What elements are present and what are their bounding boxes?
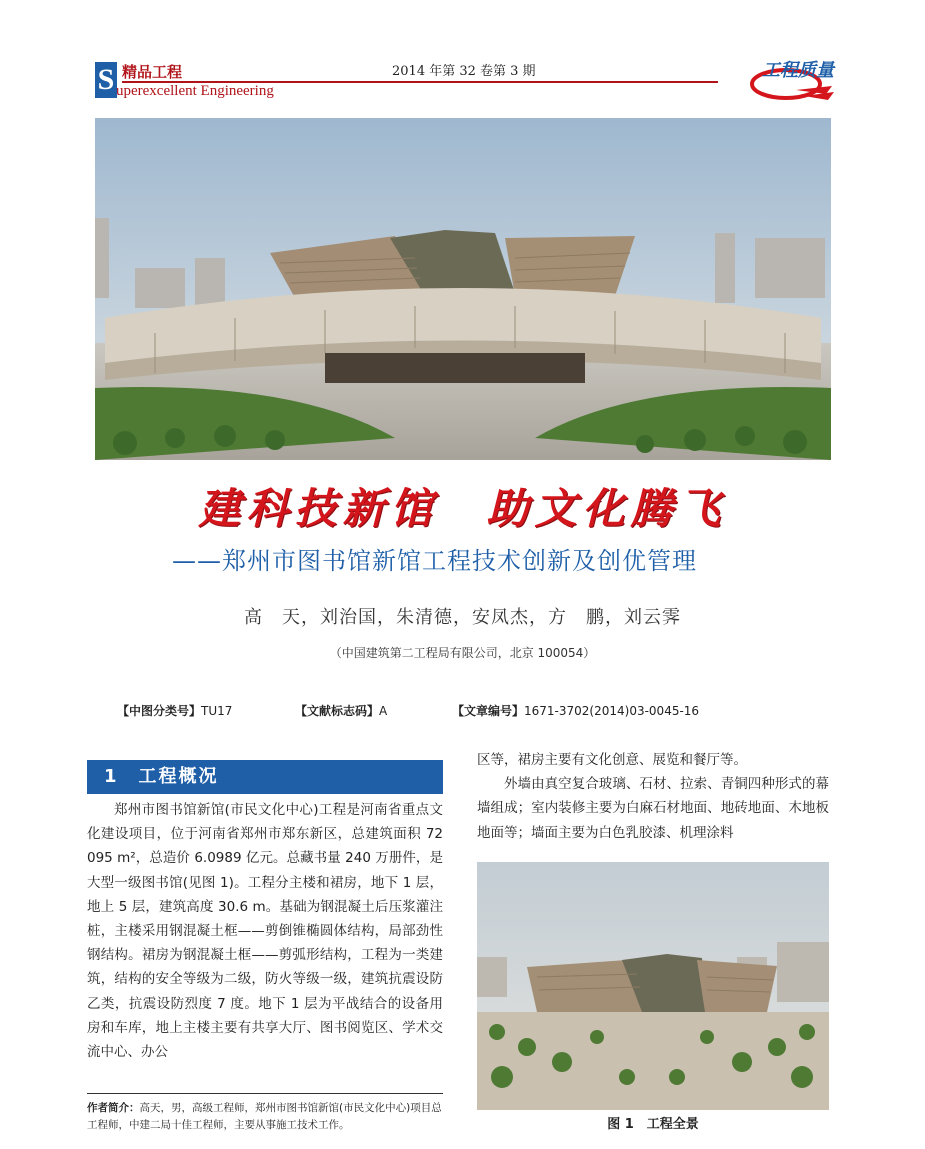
document-code-value: A — [379, 704, 388, 718]
body-paragraph-left: 郑州市图书馆新馆(市民文化中心)工程是河南省重点文化建设项目，位于河南省郑州市郑东新区，总建筑面积 72 095 m²，总造价 6.0989 亿元。总藏书量 240 万册件，是大型一级图书馆(见图 1)。工程分主楼和裙房，地下 1 层，地上 5 层，建筑高度 30.6 m。基础为钢混凝土后压浆灌注桩，主楼采用钢混凝土框——剪倒锥椭圆体结构，局部劲性钢结构。裙房为钢混凝土框——剪弧形结构，工程为一类建筑，结构的安全等级为二级，防火等级一级，建筑抗震设防乙类，抗震设防烈度 7 度。地下 1 层为平战结合的设备用房和车库，地上主楼主要有共享大厅、图书阅览区、学术交流中心、办公 — [87, 802, 443, 1061]
column-logo: S — [95, 62, 117, 98]
class-number-label: 【中图分类号】 — [117, 704, 202, 718]
article-title: 建科技新馆 助文化腾飞 — [198, 484, 727, 533]
article-number — [452, 703, 699, 719]
author-note — [87, 1100, 447, 1134]
body-paragraph-right-1: 区等，裙房主要有文化创意、展览和餐厅等。 — [477, 752, 747, 768]
document-code-label: 【文献标志码】 — [295, 704, 380, 718]
author-note-label: 作者简介： — [87, 1102, 140, 1114]
column-name: 精品工程 — [122, 63, 183, 81]
class-number — [117, 703, 232, 719]
document-code — [295, 703, 387, 719]
figure-caption: 图 1 工程全景 — [607, 1117, 699, 1132]
body-column-right — [477, 748, 829, 845]
article-number-label: 【文章编号】 — [452, 704, 525, 718]
article-subtitle: ——郑州市图书馆新馆工程技术创新及创优管理 — [172, 547, 697, 575]
authors: 高 天，刘治国，朱清德，安凤杰，方 鹏，刘云霁 — [244, 607, 681, 628]
column-name-en: uperexcellent Engineering — [116, 83, 274, 99]
brand-name: 工程质量 — [762, 60, 834, 81]
class-number-value: TU17 — [201, 704, 233, 718]
hero-photo — [95, 118, 831, 460]
footnote-rule — [87, 1093, 443, 1094]
section-heading: 1 工程概况 — [104, 766, 219, 787]
affiliation: （中国建筑第二工程局有限公司，北京 100054） — [329, 646, 596, 660]
author-note-text: 高天，男，高级工程师，郑州市图书馆新馆(市民文化中心)项目总工程师，中建二局十佳工程师，主要从事施工技术工作。 — [87, 1102, 442, 1131]
article-number-value: 1671-3702(2014)03-0045-16 — [524, 704, 700, 718]
figure-photo — [477, 862, 829, 1110]
header-rule — [122, 81, 718, 83]
body-paragraph-right-2: 外墙由真空复合玻璃、石材、拉索、青铜四种形式的幕墙组成；室内装修主要为白麻石材地面、地砖地面、木地板地面等；墙面主要为白色乳胶漆、机理涂料 — [477, 776, 829, 841]
issue-info: 2014 年第 32 卷第 3 期 — [392, 64, 536, 79]
